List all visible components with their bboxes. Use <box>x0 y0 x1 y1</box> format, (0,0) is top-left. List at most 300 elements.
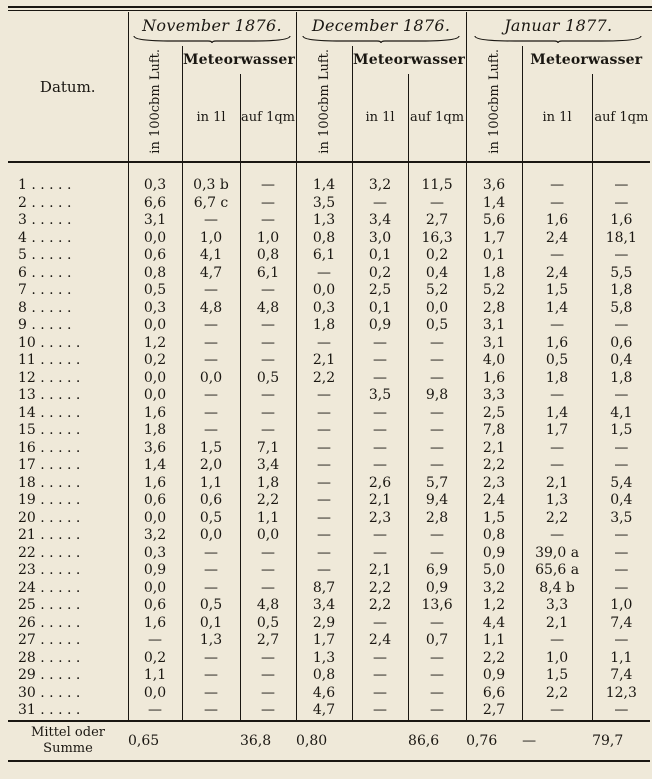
brace-icon <box>301 35 461 43</box>
value-cell: 0,0 <box>128 370 182 388</box>
value-cell: 3,5 <box>592 510 650 528</box>
value-cell: — <box>592 562 650 580</box>
value-cell: — <box>522 632 592 650</box>
value-cell: 1,0 <box>182 230 240 248</box>
value-cell: — <box>240 580 296 598</box>
value-cell: — <box>296 562 352 580</box>
value-cell: 2,5 <box>466 405 522 423</box>
table-row <box>8 685 650 703</box>
luft-header-nov: in 100cbm Luft. <box>128 46 182 162</box>
value-cell: 2,2 <box>240 492 296 510</box>
summary-cell: 86,6 <box>408 721 466 761</box>
value-cell: 2,1 <box>352 492 408 510</box>
value-cell: — <box>240 562 296 580</box>
value-cell: 0,3 <box>296 300 352 318</box>
value-cell: 1,3 <box>522 492 592 510</box>
value-cell: 1,0 <box>592 597 650 615</box>
value-cell: 2,1 <box>522 615 592 633</box>
date-cell: 12 . . . . . <box>18 369 81 386</box>
auf1qm-header: auf 1qm <box>592 74 650 162</box>
auf1qm-header: auf 1qm <box>240 74 296 162</box>
value-cell: 3,4 <box>240 457 296 475</box>
date-cell: 9 . . . . . <box>18 317 72 333</box>
value-cell: 6,6 <box>128 195 182 213</box>
meteor-header-jan: Meteorwasser <box>522 46 650 74</box>
table-row <box>8 352 650 370</box>
value-cell: 2,3 <box>352 510 408 528</box>
date-cell: 18 . . . . . <box>18 474 81 491</box>
value-cell: 0,0 <box>128 685 182 703</box>
value-cell: — <box>296 475 352 493</box>
value-cell: 2,4 <box>522 230 592 248</box>
value-cell: 2,8 <box>408 510 466 528</box>
value-cell: 1,6 <box>128 405 182 423</box>
value-cell: — <box>592 440 650 458</box>
value-cell: — <box>352 352 408 370</box>
value-cell: 3,3 <box>522 597 592 615</box>
value-cell: 3,4 <box>352 212 408 230</box>
value-cell: 3,2 <box>466 580 522 598</box>
value-cell: 1,5 <box>466 510 522 528</box>
value-cell: — <box>240 422 296 440</box>
value-cell: 1,1 <box>128 667 182 685</box>
value-cell: — <box>522 457 592 475</box>
table-row <box>8 527 650 545</box>
value-cell: 4,6 <box>296 685 352 703</box>
value-cell: — <box>352 702 408 721</box>
value-cell: — <box>408 440 466 458</box>
value-cell: — <box>182 580 240 598</box>
value-cell: — <box>592 545 650 563</box>
value-cell: 4,1 <box>182 247 240 265</box>
value-cell: 8,4 b <box>522 580 592 598</box>
value-cell: 0,3 <box>128 545 182 563</box>
value-cell: — <box>352 667 408 685</box>
value-cell: 2,5 <box>352 282 408 300</box>
value-cell: — <box>182 387 240 405</box>
value-cell: 2,2 <box>352 597 408 615</box>
value-cell: 0,1 <box>466 247 522 265</box>
table-row <box>8 457 650 475</box>
date-cell: 30 . . . . . <box>18 684 81 701</box>
value-cell: 3,1 <box>128 212 182 230</box>
value-cell: 6,1 <box>296 247 352 265</box>
table-row <box>8 247 650 265</box>
table-row <box>8 650 650 668</box>
value-cell: — <box>352 370 408 388</box>
value-cell: 4,7 <box>182 265 240 283</box>
value-cell: 1,5 <box>522 667 592 685</box>
value-cell: 6,1 <box>240 265 296 283</box>
value-cell: — <box>522 527 592 545</box>
value-cell: 0,3 <box>128 300 182 318</box>
value-cell: 1,0 <box>240 230 296 248</box>
value-cell: 0,1 <box>352 247 408 265</box>
value-cell: 2,4 <box>522 265 592 283</box>
value-cell: 1,2 <box>128 335 182 353</box>
value-cell: 3,2 <box>128 527 182 545</box>
date-cell: 28 . . . . . <box>18 649 81 666</box>
value-cell: — <box>240 212 296 230</box>
value-cell: 6,9 <box>408 562 466 580</box>
value-cell: 0,4 <box>592 492 650 510</box>
meteor-header-nov: Meteorwasser <box>182 46 296 74</box>
date-cell: 11 . . . . . <box>18 352 81 368</box>
table-row <box>8 492 650 510</box>
value-cell: 0,8 <box>296 230 352 248</box>
table-row <box>8 212 650 230</box>
value-cell: — <box>352 685 408 703</box>
value-cell: — <box>240 317 296 335</box>
value-cell: 2,4 <box>466 492 522 510</box>
value-cell: — <box>240 685 296 703</box>
value-cell: — <box>182 282 240 300</box>
table-row <box>8 580 650 598</box>
value-cell: 0,5 <box>182 510 240 528</box>
value-cell: 5,4 <box>592 475 650 493</box>
luft-header-jan: in 100cbm Luft. <box>466 46 522 162</box>
value-cell: — <box>240 387 296 405</box>
value-cell: — <box>240 282 296 300</box>
date-cell: 3 . . . . . <box>18 212 72 228</box>
value-cell: 0,3 <box>128 163 182 195</box>
value-cell: 1,8 <box>296 317 352 335</box>
value-cell: 0,0 <box>128 387 182 405</box>
value-cell: 0,0 <box>128 510 182 528</box>
value-cell: 0,2 <box>128 650 182 668</box>
value-cell: — <box>296 510 352 528</box>
table-row <box>8 265 650 283</box>
value-cell: — <box>352 440 408 458</box>
value-cell: 0,0 <box>128 230 182 248</box>
table-row <box>8 510 650 528</box>
value-cell: — <box>522 387 592 405</box>
value-cell: — <box>296 440 352 458</box>
value-cell: 5,8 <box>592 300 650 318</box>
date-cell: 22 . . . . . <box>18 544 81 561</box>
value-cell: 1,3 <box>296 650 352 668</box>
value-cell: 0,6 <box>182 492 240 510</box>
table-body <box>8 163 650 721</box>
value-cell: 7,4 <box>592 615 650 633</box>
value-cell: — <box>182 685 240 703</box>
value-cell: 3,6 <box>128 440 182 458</box>
value-cell: 3,5 <box>352 387 408 405</box>
datum-header: Datum. <box>39 78 96 96</box>
value-cell: — <box>408 650 466 668</box>
value-cell: 7,4 <box>592 667 650 685</box>
table-row <box>8 163 650 195</box>
value-cell: 2,2 <box>296 370 352 388</box>
summary-row <box>8 721 650 761</box>
value-cell: 1,5 <box>592 422 650 440</box>
summary-cell: 0,65 <box>128 721 182 761</box>
value-cell: — <box>296 492 352 510</box>
value-cell: — <box>240 195 296 213</box>
value-cell: 0,6 <box>128 247 182 265</box>
date-cell: 29 . . . . . <box>18 667 81 683</box>
value-cell: 0,1 <box>182 615 240 633</box>
value-cell: 1,1 <box>592 650 650 668</box>
value-cell: 1,1 <box>240 510 296 528</box>
value-cell: 0,6 <box>592 335 650 353</box>
value-cell: — <box>408 457 466 475</box>
table-row <box>8 422 650 440</box>
value-cell: 65,6 a <box>522 562 592 580</box>
value-cell: 0,4 <box>592 352 650 370</box>
value-cell: 11,5 <box>408 163 466 195</box>
brace-icon <box>132 35 292 43</box>
value-cell: — <box>352 405 408 423</box>
value-cell: — <box>352 457 408 475</box>
value-cell: — <box>408 405 466 423</box>
value-cell: 1,8 <box>466 265 522 283</box>
value-cell: 2,1 <box>352 562 408 580</box>
value-cell: 9,8 <box>408 387 466 405</box>
value-cell: — <box>408 370 466 388</box>
value-cell: — <box>352 650 408 668</box>
value-cell: 3,3 <box>466 387 522 405</box>
value-cell: 0,9 <box>466 667 522 685</box>
top-double-rule <box>8 6 652 11</box>
value-cell: — <box>128 702 182 721</box>
value-cell: 0,9 <box>128 562 182 580</box>
value-cell: 5,6 <box>466 212 522 230</box>
value-cell: 2,2 <box>522 685 592 703</box>
value-cell: 1,6 <box>592 212 650 230</box>
value-cell: — <box>592 702 650 721</box>
value-cell: 13,6 <box>408 597 466 615</box>
date-cell: 25 . . . . . <box>18 597 81 613</box>
table-row <box>8 562 650 580</box>
value-cell: 5,2 <box>408 282 466 300</box>
value-cell: 0,0 <box>408 300 466 318</box>
date-cell: 1 . . . . . <box>18 177 72 193</box>
value-cell: 1,8 <box>592 282 650 300</box>
table-row <box>8 667 650 685</box>
value-cell: 2,3 <box>466 475 522 493</box>
value-cell: 2,1 <box>466 440 522 458</box>
table-row <box>8 405 650 423</box>
value-cell: 5,7 <box>408 475 466 493</box>
value-cell: 0,8 <box>296 667 352 685</box>
value-cell: 6,6 <box>466 685 522 703</box>
value-cell: — <box>408 195 466 213</box>
date-cell: 27 . . . . . <box>18 632 81 648</box>
value-cell: 1,8 <box>592 370 650 388</box>
value-cell: 4,1 <box>592 405 650 423</box>
value-cell: 0,2 <box>128 352 182 370</box>
value-cell: 7,8 <box>466 422 522 440</box>
table-header <box>8 12 650 163</box>
value-cell: 3,5 <box>296 195 352 213</box>
value-cell: 0,1 <box>352 300 408 318</box>
value-cell: 2,2 <box>522 510 592 528</box>
value-cell: 0,6 <box>128 597 182 615</box>
value-cell: 0,8 <box>128 265 182 283</box>
date-cell: 16 . . . . . <box>18 439 81 456</box>
table-row <box>8 440 650 458</box>
value-cell: 1,5 <box>522 282 592 300</box>
value-cell: 4,8 <box>240 597 296 615</box>
value-cell: 3,1 <box>466 335 522 353</box>
value-cell: — <box>522 195 592 213</box>
value-cell: — <box>240 650 296 668</box>
date-cell: 21 . . . . . <box>18 527 81 543</box>
value-cell: 1,5 <box>182 440 240 458</box>
value-cell: 0,9 <box>408 580 466 598</box>
value-cell: 2,9 <box>296 615 352 633</box>
value-cell: 2,4 <box>352 632 408 650</box>
value-cell: — <box>352 335 408 353</box>
value-cell: 2,6 <box>352 475 408 493</box>
value-cell: 0,0 <box>182 527 240 545</box>
value-cell: 0,5 <box>128 282 182 300</box>
table-row <box>8 317 650 335</box>
value-cell: 1,4 <box>466 195 522 213</box>
table-row <box>8 282 650 300</box>
value-cell: 1,4 <box>522 300 592 318</box>
value-cell: — <box>240 545 296 563</box>
value-cell: — <box>522 317 592 335</box>
value-cell: 0,5 <box>240 615 296 633</box>
value-cell: — <box>182 562 240 580</box>
summary-cell <box>182 721 240 761</box>
value-cell: 1,6 <box>522 335 592 353</box>
value-cell: — <box>592 195 650 213</box>
value-cell: — <box>182 667 240 685</box>
value-cell: 0,2 <box>408 247 466 265</box>
value-cell: — <box>240 352 296 370</box>
value-cell: — <box>352 422 408 440</box>
month-header-dec: December 1876. <box>296 12 466 46</box>
value-cell: 39,0 a <box>522 545 592 563</box>
value-cell: — <box>182 317 240 335</box>
value-cell: — <box>408 527 466 545</box>
table-row <box>8 230 650 248</box>
value-cell: — <box>296 422 352 440</box>
value-cell: 1,6 <box>466 370 522 388</box>
value-cell: 3,6 <box>466 163 522 195</box>
date-cell: 15 . . . . . <box>18 422 81 438</box>
value-cell: 1,7 <box>296 632 352 650</box>
month-header-jan: Januar 1877. <box>466 12 650 46</box>
value-cell: 4,4 <box>466 615 522 633</box>
value-cell: 1,8 <box>128 422 182 440</box>
in1l-header: in 1l <box>352 74 408 162</box>
value-cell: 0,2 <box>352 265 408 283</box>
table-row <box>8 597 650 615</box>
table-row <box>8 632 650 650</box>
value-cell: 5,0 <box>466 562 522 580</box>
value-cell: — <box>296 387 352 405</box>
value-cell: 0,0 <box>128 580 182 598</box>
month-header-nov: November 1876. <box>128 12 296 46</box>
value-cell: — <box>352 527 408 545</box>
value-cell: — <box>296 545 352 563</box>
value-cell: 3,2 <box>352 163 408 195</box>
value-cell: 1,1 <box>466 632 522 650</box>
value-cell: 1,4 <box>128 457 182 475</box>
value-cell: 2,7 <box>240 632 296 650</box>
value-cell: 1,3 <box>296 212 352 230</box>
value-cell: — <box>592 632 650 650</box>
table-row <box>8 702 650 721</box>
value-cell: — <box>592 387 650 405</box>
value-cell: — <box>408 352 466 370</box>
date-cell: 7 . . . . . <box>18 282 72 298</box>
date-cell: 10 . . . . . <box>18 334 81 351</box>
value-cell: 2,8 <box>466 300 522 318</box>
value-cell: — <box>296 405 352 423</box>
meteorwasser-table <box>8 12 650 762</box>
value-cell: 1,1 <box>182 475 240 493</box>
date-cell: 13 . . . . . <box>18 387 81 403</box>
date-cell: 2 . . . . . <box>18 194 72 211</box>
value-cell: 0,4 <box>408 265 466 283</box>
value-cell: 4,8 <box>240 300 296 318</box>
value-cell: 6,7 c <box>182 195 240 213</box>
value-cell: — <box>128 632 182 650</box>
summary-cell <box>352 721 408 761</box>
value-cell: 3,0 <box>352 230 408 248</box>
value-cell: — <box>352 195 408 213</box>
date-cell: 5 . . . . . <box>18 247 72 263</box>
date-cell: 24 . . . . . <box>18 579 81 596</box>
value-cell: — <box>296 527 352 545</box>
date-cell: 23 . . . . . <box>18 562 81 578</box>
value-cell: 2,7 <box>466 702 522 721</box>
value-cell: 0,0 <box>128 317 182 335</box>
value-cell: 2,1 <box>522 475 592 493</box>
value-cell: 9,4 <box>408 492 466 510</box>
value-cell: 0,8 <box>240 247 296 265</box>
value-cell: 0,8 <box>466 527 522 545</box>
value-cell: 7,1 <box>240 440 296 458</box>
value-cell: 0,5 <box>182 597 240 615</box>
value-cell: 0,0 <box>296 282 352 300</box>
table-row <box>8 370 650 388</box>
value-cell: 0,5 <box>240 370 296 388</box>
value-cell: 16,3 <box>408 230 466 248</box>
value-cell: — <box>182 352 240 370</box>
in1l-header: in 1l <box>182 74 240 162</box>
value-cell: — <box>592 527 650 545</box>
value-cell: — <box>182 422 240 440</box>
table-row <box>8 300 650 318</box>
date-cell: 17 . . . . . <box>18 457 81 473</box>
value-cell: — <box>592 247 650 265</box>
value-cell: — <box>592 317 650 335</box>
date-cell: 31 . . . . . <box>18 702 81 718</box>
in1l-header: in 1l <box>522 74 592 162</box>
value-cell: — <box>592 580 650 598</box>
summary-cell: 0,80 <box>296 721 352 761</box>
value-cell: 5,5 <box>592 265 650 283</box>
value-cell: — <box>296 265 352 283</box>
value-cell: — <box>296 335 352 353</box>
value-cell: — <box>240 335 296 353</box>
value-cell: 1,8 <box>240 475 296 493</box>
summary-cell: 79,7 <box>592 721 650 761</box>
value-cell: — <box>352 615 408 633</box>
value-cell: 2,1 <box>296 352 352 370</box>
value-cell: — <box>182 405 240 423</box>
value-cell: — <box>408 702 466 721</box>
value-cell: — <box>408 335 466 353</box>
value-cell: 1,6 <box>522 212 592 230</box>
value-cell: 8,7 <box>296 580 352 598</box>
